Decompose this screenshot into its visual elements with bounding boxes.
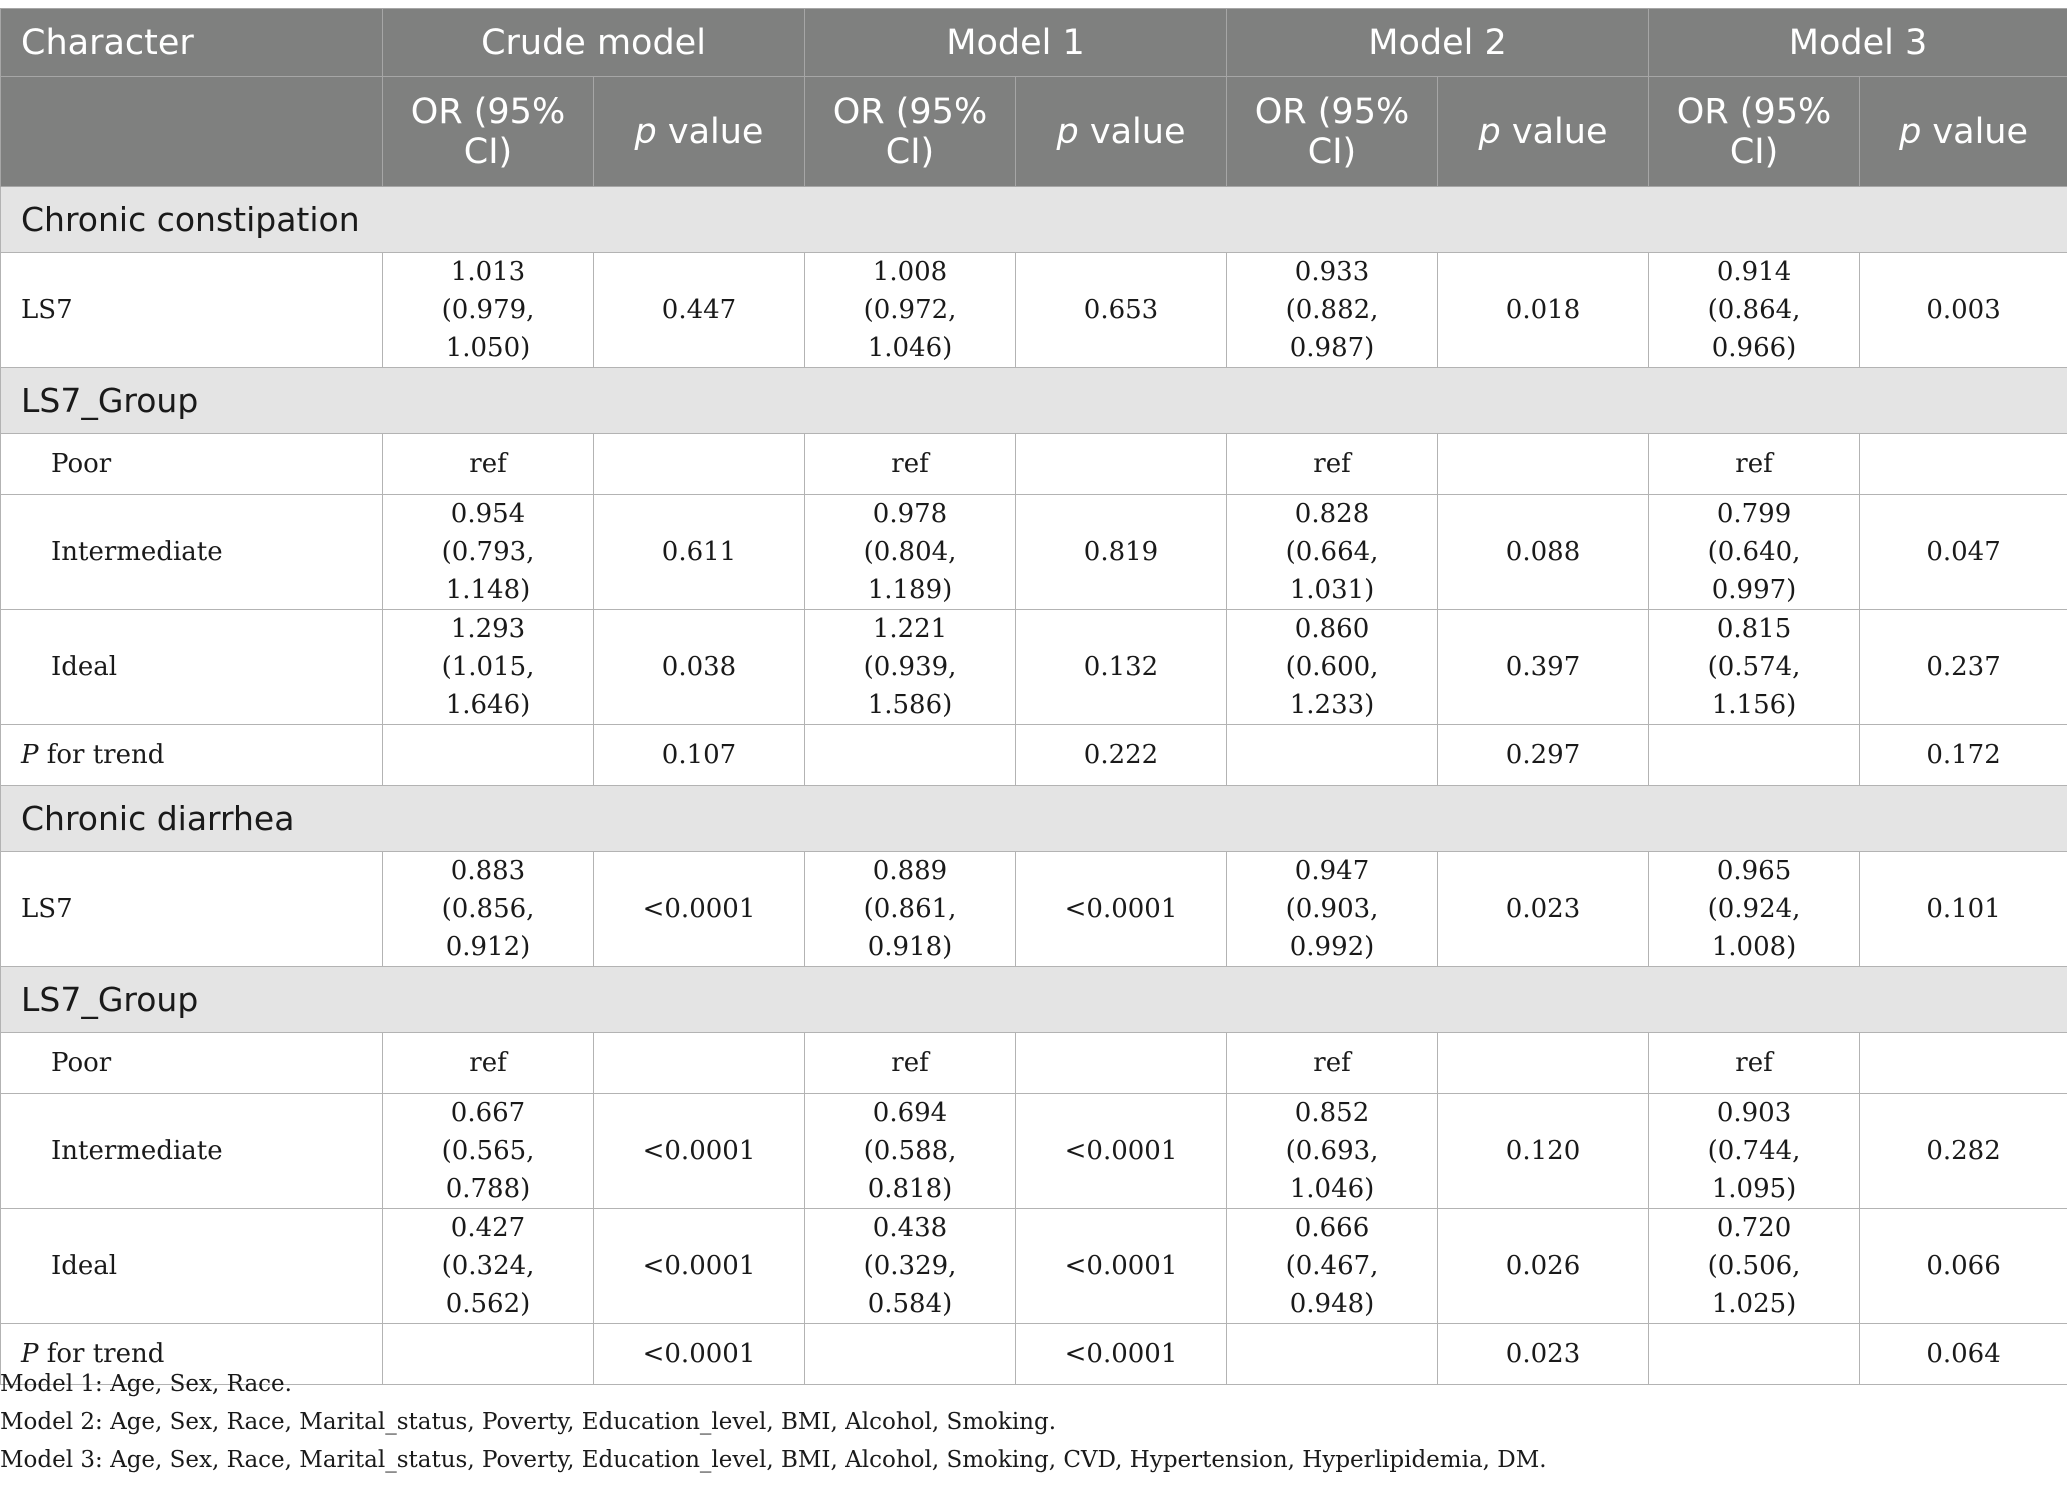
or-cell xyxy=(805,725,1016,786)
results-table xyxy=(0,8,2067,1385)
row-label-italic: P xyxy=(21,740,39,770)
row-label: Intermediate xyxy=(1,495,383,610)
p-value-cell: 0.064 xyxy=(1860,1324,2067,1385)
p-italic: p xyxy=(1478,111,1501,152)
p-value-cell: 0.101 xyxy=(1860,852,2067,967)
row-label xyxy=(1,725,383,786)
p-value-cell xyxy=(1016,434,1227,495)
p-value-cell: <0.0001 xyxy=(594,1209,805,1324)
p-value-cell: 0.447 xyxy=(594,253,805,368)
table-row-ls7 xyxy=(1,253,2067,368)
or-cell: 1.008 (0.972, 1.046) xyxy=(805,253,1016,368)
p-value-cell: <0.0001 xyxy=(1016,1094,1227,1209)
or-cell: ref xyxy=(383,1033,594,1094)
p-value-cell: 0.047 xyxy=(1860,495,2067,610)
row-label: Ideal xyxy=(1,1209,383,1324)
p-value-cell: <0.0001 xyxy=(1016,852,1227,967)
p-value-cell xyxy=(1438,1033,1649,1094)
or-cell: 0.903 (0.744, 1.095) xyxy=(1649,1094,1860,1209)
table-row-ls7 xyxy=(1,852,2067,967)
table-row-ideal xyxy=(1,610,2067,725)
or-cell xyxy=(383,725,594,786)
p-value-cell: 0.038 xyxy=(594,610,805,725)
p-value-cell: <0.0001 xyxy=(594,852,805,967)
or-cell: ref xyxy=(1227,1033,1438,1094)
header-or: OR (95% CI) xyxy=(1649,77,1860,187)
table-row-intermediate xyxy=(1,1094,2067,1209)
header-character: Character xyxy=(1,9,383,77)
row-label-rest: for trend xyxy=(38,740,165,770)
or-cell: 0.828 (0.664, 1.031) xyxy=(1227,495,1438,610)
p-value-cell: 0.003 xyxy=(1860,253,2067,368)
table-row-poor xyxy=(1,434,2067,495)
p-value-cell xyxy=(1438,434,1649,495)
header-row-models xyxy=(1,9,2067,77)
p-value-cell: <0.0001 xyxy=(594,1324,805,1385)
or-cell: 0.720 (0.506, 1.025) xyxy=(1649,1209,1860,1324)
p-value-cell: 0.653 xyxy=(1016,253,1227,368)
p-value-cell: 0.237 xyxy=(1860,610,2067,725)
p-value-cell: <0.0001 xyxy=(1016,1209,1227,1324)
p-suffix: value xyxy=(1500,111,1608,152)
or-cell: 0.667 (0.565, 0.788) xyxy=(383,1094,594,1209)
group-title: LS7_Group xyxy=(1,967,2067,1033)
or-cell: 0.933 (0.882, 0.987) xyxy=(1227,253,1438,368)
or-cell: 1.013 (0.979, 1.050) xyxy=(383,253,594,368)
p-value-cell: 0.107 xyxy=(594,725,805,786)
header-or: OR (95% CI) xyxy=(1227,77,1438,187)
or-cell: 0.914 (0.864, 0.966) xyxy=(1649,253,1860,368)
p-value-cell: 0.132 xyxy=(1016,610,1227,725)
section-row-constipation xyxy=(1,187,2067,253)
p-value-cell: 0.066 xyxy=(1860,1209,2067,1324)
or-cell: ref xyxy=(805,434,1016,495)
or-cell: 0.860 (0.600, 1.233) xyxy=(1227,610,1438,725)
row-label-rest: for trend xyxy=(38,1339,165,1369)
p-value-cell xyxy=(594,1033,805,1094)
p-suffix: value xyxy=(1921,111,2029,152)
or-cell: 0.978 (0.804, 1.189) xyxy=(805,495,1016,610)
table-row-intermediate xyxy=(1,495,2067,610)
row-label: Poor xyxy=(1,1033,383,1094)
row-label: LS7 xyxy=(1,253,383,368)
table-row-poor xyxy=(1,1033,2067,1094)
p-italic: p xyxy=(1056,111,1079,152)
or-cell: 0.889 (0.861, 0.918) xyxy=(805,852,1016,967)
or-cell: 0.694 (0.588, 0.818) xyxy=(805,1094,1016,1209)
p-value-cell: 0.088 xyxy=(1438,495,1649,610)
group-header-row xyxy=(1,368,2067,434)
header-empty xyxy=(1,77,383,187)
header-or: OR (95% CI) xyxy=(383,77,594,187)
or-cell: ref xyxy=(1649,434,1860,495)
p-value-cell: 0.023 xyxy=(1438,1324,1649,1385)
table-row-ideal xyxy=(1,1209,2067,1324)
p-value-cell xyxy=(1016,1033,1227,1094)
or-cell: 0.438 (0.329, 0.584) xyxy=(805,1209,1016,1324)
or-cell: 0.965 (0.924, 1.008) xyxy=(1649,852,1860,967)
p-suffix: value xyxy=(1078,111,1186,152)
or-cell: 0.883 (0.856, 0.912) xyxy=(383,852,594,967)
or-cell xyxy=(1649,725,1860,786)
p-value-cell: 0.120 xyxy=(1438,1094,1649,1209)
or-cell xyxy=(1227,725,1438,786)
p-value-cell: 0.819 xyxy=(1016,495,1227,610)
header-p xyxy=(1860,77,2067,187)
table-row-trend xyxy=(1,725,2067,786)
header-p xyxy=(1438,77,1649,187)
group-header-row xyxy=(1,967,2067,1033)
p-value-cell: 0.297 xyxy=(1438,725,1649,786)
or-cell: 1.293 (1.015, 1.646) xyxy=(383,610,594,725)
or-cell: 0.954 (0.793, 1.148) xyxy=(383,495,594,610)
header-row-stats xyxy=(1,77,2067,187)
p-value-cell: 0.026 xyxy=(1438,1209,1649,1324)
p-value-cell xyxy=(594,434,805,495)
section-title: Chronic constipation xyxy=(1,187,2067,253)
note-model-1: Model 1: Age, Sex, Race. xyxy=(0,1371,292,1397)
p-value-cell xyxy=(1860,434,2067,495)
row-label: Intermediate xyxy=(1,1094,383,1209)
p-value-cell xyxy=(1860,1033,2067,1094)
note-model-3: Model 3: Age, Sex, Race, Marital_status, Poverty, Education_level, BMI, Alcohol, Smoking, CVD, Hypertension, Hyperlipidemia, DM. xyxy=(0,1447,1547,1473)
table-notes xyxy=(0,1365,1547,1479)
p-suffix: value xyxy=(656,111,764,152)
header-model: Model 2 xyxy=(1227,9,1649,77)
header-p xyxy=(594,77,805,187)
header-model: Model 1 xyxy=(805,9,1227,77)
or-cell: 0.666 (0.467, 0.948) xyxy=(1227,1209,1438,1324)
row-label: LS7 xyxy=(1,852,383,967)
p-value-cell: 0.222 xyxy=(1016,725,1227,786)
or-cell: ref xyxy=(383,434,594,495)
section-title: Chronic diarrhea xyxy=(1,786,2067,852)
or-cell: ref xyxy=(1649,1033,1860,1094)
p-value-cell: 0.397 xyxy=(1438,610,1649,725)
or-cell: 1.221 (0.939, 1.586) xyxy=(805,610,1016,725)
p-italic: p xyxy=(634,111,657,152)
or-cell: 0.852 (0.693, 1.046) xyxy=(1227,1094,1438,1209)
row-label: Poor xyxy=(1,434,383,495)
header-model: Crude model xyxy=(383,9,805,77)
p-value-cell: 0.282 xyxy=(1860,1094,2067,1209)
group-title: LS7_Group xyxy=(1,368,2067,434)
row-label-italic: P xyxy=(21,1339,39,1369)
p-value-cell: 0.172 xyxy=(1860,725,2067,786)
p-value-cell: 0.023 xyxy=(1438,852,1649,967)
note-model-2: Model 2: Age, Sex, Race, Marital_status, Poverty, Education_level, BMI, Alcohol, Smoking. xyxy=(0,1409,1057,1435)
header-model: Model 3 xyxy=(1649,9,2067,77)
or-cell: 0.815 (0.574, 1.156) xyxy=(1649,610,1860,725)
p-italic: p xyxy=(1899,111,1922,152)
section-row-diarrhea xyxy=(1,786,2067,852)
header-p xyxy=(1016,77,1227,187)
p-value-cell: 0.018 xyxy=(1438,253,1649,368)
header-or: OR (95% CI) xyxy=(805,77,1016,187)
or-cell: ref xyxy=(805,1033,1016,1094)
or-cell: 0.427 (0.324, 0.562) xyxy=(383,1209,594,1324)
or-cell: ref xyxy=(1227,434,1438,495)
p-value-cell: 0.611 xyxy=(594,495,805,610)
p-value-cell: <0.0001 xyxy=(594,1094,805,1209)
or-cell: 0.799 (0.640, 0.997) xyxy=(1649,495,1860,610)
row-label: Ideal xyxy=(1,610,383,725)
p-value-cell: <0.0001 xyxy=(1016,1324,1227,1385)
or-cell xyxy=(1649,1324,1860,1385)
or-cell: 0.947 (0.903, 0.992) xyxy=(1227,852,1438,967)
